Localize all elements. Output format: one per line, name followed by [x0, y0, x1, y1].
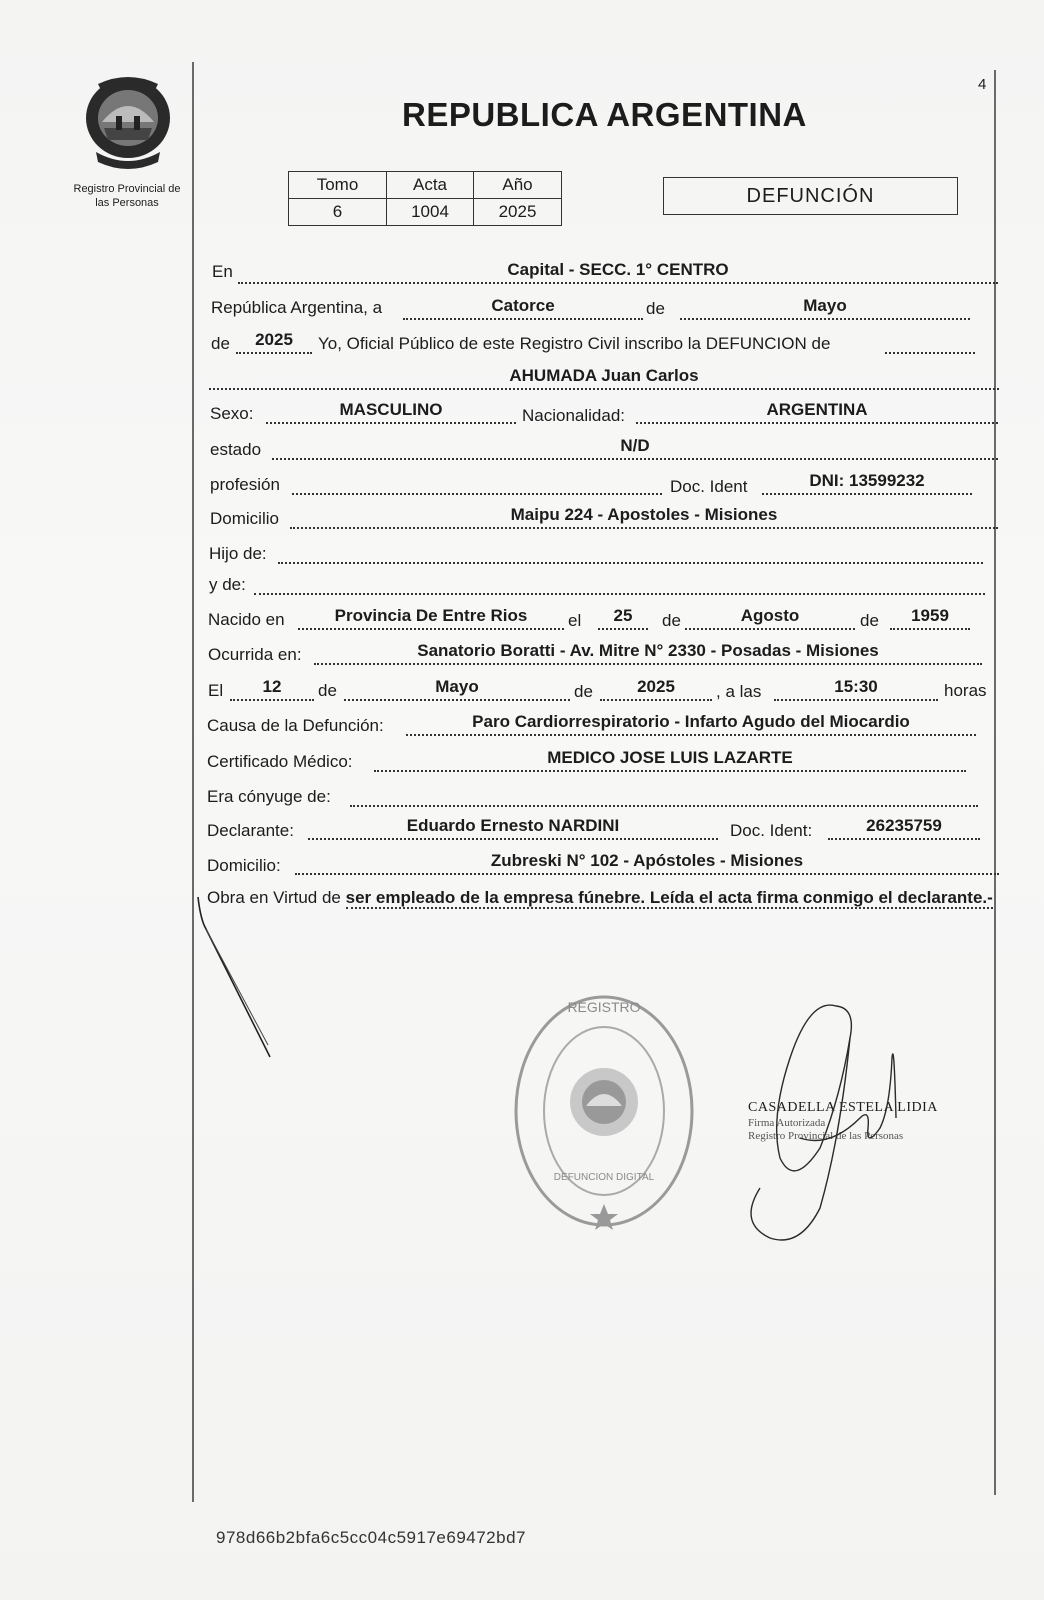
field-anio: 2025	[236, 330, 312, 354]
label-de-nac-2: de	[860, 611, 879, 630]
field-domicilio: Maipu 224 - Apostoles - Misiones	[290, 505, 998, 529]
row-nombre	[0, 366, 1044, 396]
field-nacido-dia: 25	[598, 606, 648, 630]
record-type-box: DEFUNCIÓN	[663, 177, 958, 215]
svg-text:DEFUNCION DIGITAL: DEFUNCION DIGITAL	[553, 1172, 655, 1183]
row-domicilio-declarante	[0, 851, 1044, 881]
field-nacido-lugar: Provincia De Entre Rios	[298, 606, 564, 630]
province-seal-logo	[78, 70, 178, 170]
row-declarante	[0, 816, 1044, 846]
label-ocurrida-en: Ocurrida en:	[208, 645, 302, 664]
field-nacido-anio: 1959	[890, 606, 970, 630]
field-ocurrida-en: Sanatorio Boratti - Av. Mitre N° 2330 - Posadas - Misiones	[314, 641, 982, 665]
label-republica: República Argentina, a	[211, 298, 383, 317]
obra-paragraph	[207, 886, 999, 910]
row-sexo	[0, 400, 1044, 430]
label-estado: estado	[210, 440, 262, 459]
field-nacionalidad: ARGENTINA	[636, 400, 998, 424]
row-domicilio	[0, 505, 1044, 535]
row-certificado	[0, 748, 1044, 778]
field-causa: Paro Cardiorrespiratorio - Infarto Agudo del Miocardio	[406, 712, 976, 736]
row-fecha-defuncion	[0, 677, 1044, 707]
signatory-office: Registro Provincial de las Personas	[748, 1130, 904, 1142]
row-nacimiento	[0, 606, 1044, 636]
field-certificado: MEDICO JOSE LUIS LAZARTE	[374, 748, 966, 772]
field-inscripcion-blank	[885, 330, 975, 354]
field-nombre: AHUMADA Juan Carlos	[209, 366, 999, 390]
label-domicilio-2: Domicilio:	[207, 856, 281, 875]
registry-stamp	[510, 990, 698, 1232]
ref-value-acta: 1004	[387, 199, 474, 226]
label-profesion: profesión	[210, 475, 280, 494]
label-declarante: Declarante:	[207, 821, 294, 840]
field-nacido-mes: Agosto	[685, 606, 855, 630]
label-doc-ident: Doc. Ident	[670, 477, 748, 496]
field-declarante-domicilio: Zubreski N° 102 - Apóstoles - Misiones	[295, 851, 999, 875]
ref-value-anio: 2025	[474, 199, 562, 226]
handwritten-signature	[740, 998, 950, 1248]
field-dia-letras: Catorce	[403, 296, 643, 320]
label-certificado: Certificado Médico:	[207, 752, 353, 771]
field-obra-texto: ser empleado de la empresa fúnebre. Leída el acta firma conmigo el declarante.-	[345, 888, 993, 907]
row-y-de	[0, 571, 1044, 601]
label-y-de: y de:	[209, 575, 246, 594]
ref-header-tomo: Tomo	[289, 172, 387, 199]
field-y-de	[254, 571, 985, 595]
label-doc-ident-2: Doc. Ident:	[730, 821, 813, 840]
label-de-1: de	[646, 299, 665, 318]
label-horas: horas	[944, 681, 987, 700]
svg-text:REGISTRO: REGISTRO	[567, 999, 641, 1015]
ref-value-tomo: 6	[289, 199, 387, 226]
label-domicilio: Domicilio	[210, 509, 279, 528]
row-causa	[0, 712, 1044, 742]
row-conyuge	[0, 783, 1044, 813]
ref-header-acta: Acta	[387, 172, 474, 199]
field-fallec-hora: 15:30	[774, 677, 938, 701]
row-inscripcion	[0, 330, 1044, 360]
row-fecha-acta	[0, 296, 1044, 326]
org-name	[52, 182, 202, 210]
field-sexo: MASCULINO	[266, 400, 516, 424]
signatory-role: Firma Autorizada	[748, 1117, 826, 1129]
signatory-name: CASADELLA ESTELA LIDIA	[748, 1100, 938, 1115]
field-profesion	[292, 471, 662, 495]
field-conyuge	[350, 783, 978, 807]
label-nacido-en: Nacido en	[208, 610, 285, 629]
closing-stroke	[196, 895, 286, 1065]
reference-table	[288, 171, 562, 226]
row-profesion	[0, 471, 1044, 501]
field-fallec-anio: 2025	[600, 677, 712, 701]
row-hijo-de	[0, 540, 1044, 570]
label-conyuge: Era cónyuge de:	[207, 787, 331, 806]
label-de-f-1: de	[318, 681, 337, 700]
label-el: El	[208, 681, 224, 700]
row-ocurrida	[0, 641, 1044, 671]
label-obra: Obra en Virtud de	[207, 888, 341, 907]
field-doc-ident: DNI: 13599232	[762, 471, 972, 495]
ref-header-anio: Año	[474, 172, 562, 199]
label-de-f-2: de	[574, 682, 593, 701]
label-yo-text: Yo, Oficial Público de este Registro Civil inscribo la DEFUNCION de	[318, 334, 831, 353]
field-declarante: Eduardo Ernesto NARDINI	[308, 816, 718, 840]
document-hash: 978d66b2bfa6c5cc04c5917e69472bd7	[216, 1528, 526, 1547]
page-title: REPUBLICA ARGENTINA	[402, 96, 807, 133]
label-en: En	[212, 262, 233, 281]
label-a-las: , a las	[716, 682, 762, 701]
org-line-2: las Personas	[95, 197, 159, 209]
label-nacionalidad: Nacionalidad:	[522, 406, 626, 425]
label-de-nac-1: de	[662, 611, 681, 630]
field-estado: N/D	[272, 436, 998, 460]
field-lugar: Capital - SECC. 1° CENTRO	[238, 260, 998, 284]
label-sexo: Sexo:	[210, 404, 254, 423]
field-fallec-dia: 12	[230, 677, 314, 701]
label-causa: Causa de la Defunción:	[207, 716, 384, 735]
field-mes: Mayo	[680, 296, 970, 320]
field-fallec-mes: Mayo	[344, 677, 570, 701]
row-lugar	[0, 262, 1044, 292]
field-hijo-de	[278, 540, 983, 564]
label-el-nac: el	[568, 611, 582, 630]
label-hijo-de: Hijo de:	[209, 544, 267, 563]
row-estado	[0, 436, 1044, 466]
label-de-2: de	[211, 334, 230, 353]
field-declarante-doc: 26235759	[828, 816, 980, 840]
org-line-1: Registro Provincial de	[73, 183, 181, 195]
page-number: 4	[978, 76, 987, 93]
